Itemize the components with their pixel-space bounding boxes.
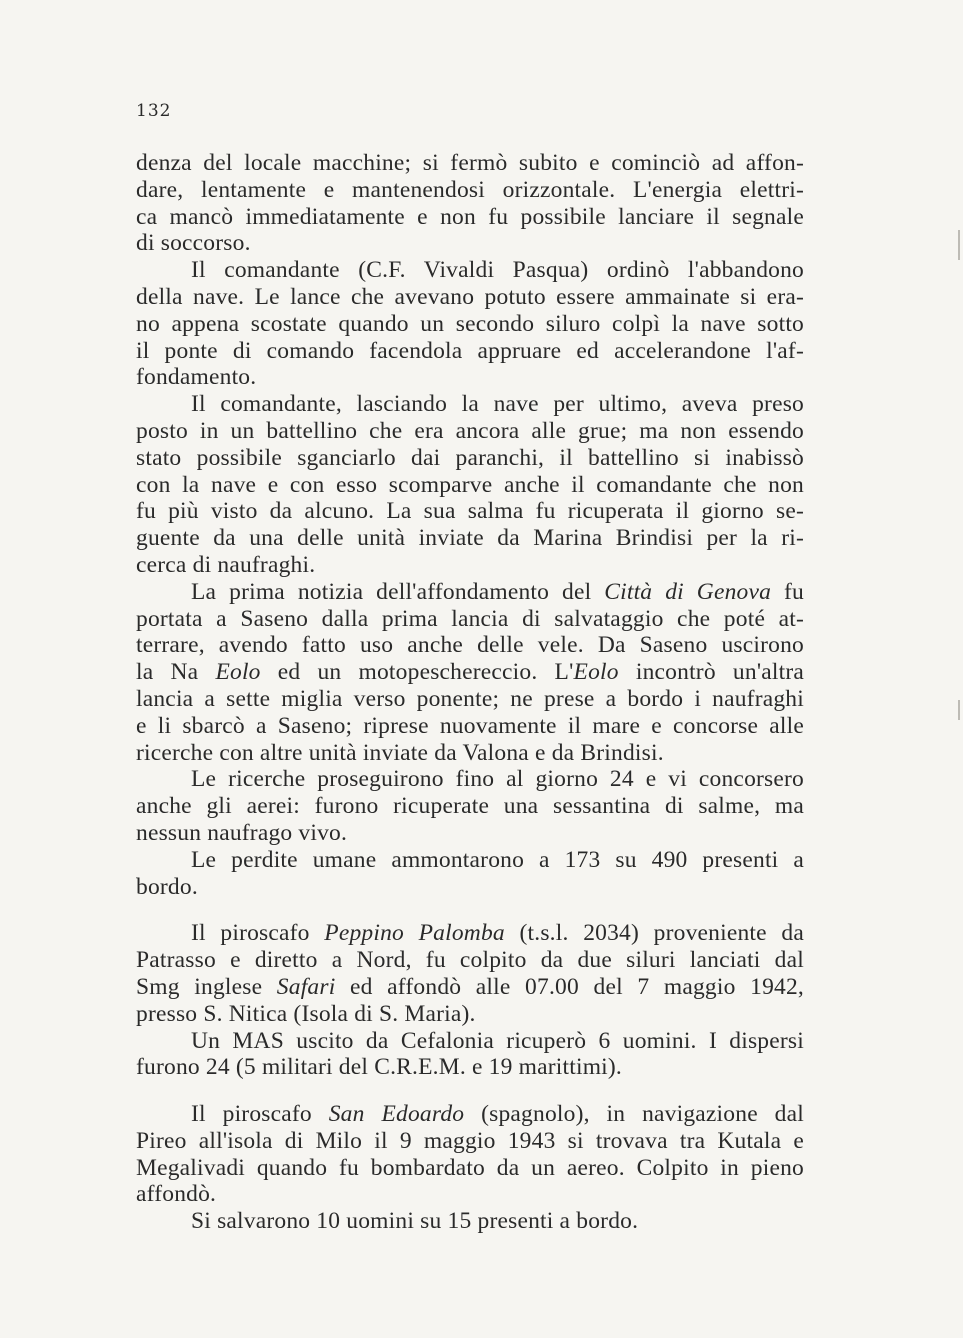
text-line: Il comandante (C.F. Vivaldi Pasqua) ordinò l'abbandono bbox=[191, 257, 804, 284]
text-line bbox=[136, 974, 804, 1001]
text-run: ed affondò alle 07.00 del 7 maggio 1942, bbox=[335, 973, 804, 1000]
scan-edge-mark bbox=[958, 230, 960, 260]
text-run: Il piroscafo bbox=[191, 1101, 329, 1128]
text-line bbox=[136, 579, 804, 606]
body-text bbox=[136, 150, 804, 1235]
text-run: (spagnolo), in navigazione dal bbox=[464, 1101, 804, 1128]
page-number: 132 bbox=[136, 101, 172, 121]
text-run: ed un motopeschereccio. L' bbox=[260, 659, 574, 686]
ship-name: Eolo bbox=[215, 659, 261, 686]
text-run: Il piroscafo bbox=[191, 920, 325, 947]
text-run: la Na bbox=[136, 659, 216, 686]
text-line: bordo. bbox=[136, 873, 198, 900]
ship-name: Città di Genova bbox=[604, 578, 772, 605]
text-line: ricerche con altre unità inviate da Valona e da Brindisi. bbox=[136, 739, 664, 766]
text-line: fu più visto da alcuno. La sua salma fu ricuperata il giorno se- bbox=[136, 498, 804, 525]
text-line: Le perdite umane ammontarono a 173 su 490 presenti a bbox=[191, 846, 804, 873]
text-line: di soccorso. bbox=[136, 230, 251, 257]
text-line: Megalivadi quando fu bombardato da un aereo. Colpito in pieno bbox=[136, 1154, 804, 1181]
text-line: terrare, avendo fatto uso anche delle vele. Da Saseno uscirono bbox=[136, 632, 804, 659]
text-line: Patrasso e diretto a Nord, fu colpito da due siluri lanciati dal bbox=[136, 947, 804, 974]
text-line: no appena scostate quando un secondo siluro colpì la nave sotto bbox=[136, 310, 804, 337]
text-run: (t.s.l. 2034) proveniente da bbox=[504, 920, 804, 947]
text-line: Il comandante, lasciando la nave per ultimo, aveva preso bbox=[191, 391, 804, 418]
section-gap bbox=[136, 1081, 804, 1101]
ship-name: Peppino Palomba bbox=[324, 920, 505, 947]
text-line: anche gli aerei: furono ricuperate una sessantina di salme, ma bbox=[136, 793, 804, 820]
text-line: con la nave e con esso scomparve anche il comandante che non bbox=[136, 471, 804, 498]
text-line: Le ricerche proseguirono fino al giorno 24 e vi concorsero bbox=[191, 766, 804, 793]
text-line: denza del locale macchine; si fermò subito e cominciò ad affon- bbox=[136, 150, 804, 176]
text-run: Smg inglese bbox=[136, 973, 277, 1000]
text-line: presso S. Nitica (Isola di S. Maria). bbox=[136, 1000, 476, 1027]
text-line: Si salvarono 10 uomini su 15 presenti a bordo. bbox=[191, 1208, 639, 1235]
text-line: affondò. bbox=[136, 1181, 217, 1208]
text-line: posto in un battellino che era ancora alle grue; ma non essendo bbox=[136, 417, 804, 444]
text-line: il ponte di comando facendola appruare ed accelerandone l'af- bbox=[136, 337, 804, 364]
text-line: guente da una delle unità inviate da Marina Brindisi per la ri- bbox=[136, 525, 804, 552]
text-line: ca mancò immediatamente e non fu possibile lanciare il segnale bbox=[136, 203, 804, 230]
text-line bbox=[136, 659, 804, 686]
text-line bbox=[136, 1101, 804, 1128]
text-line: Pireo all'isola di Milo il 9 maggio 1943 si trovava tra Kutala e bbox=[136, 1127, 804, 1154]
ship-name: Eolo bbox=[573, 659, 619, 686]
text-line: fondamento. bbox=[136, 364, 257, 391]
text-line: Un MAS uscito da Cefalonia ricuperò 6 uomini. I dispersi bbox=[191, 1027, 804, 1054]
text-run: La prima notizia dell'affondamento del bbox=[191, 578, 605, 605]
ship-name: Safari bbox=[276, 973, 336, 1000]
text-run: incontrò un'altra bbox=[618, 659, 804, 686]
text-run: fu bbox=[771, 578, 804, 605]
text-line: e li sbarcò a Saseno; riprese nuovamente il mare e concorse alle bbox=[136, 712, 804, 739]
ship-name: San Edoardo bbox=[328, 1101, 465, 1128]
text-line: furono 24 (5 militari del C.R.E.M. e 19 marittimi). bbox=[136, 1054, 623, 1081]
section-gap bbox=[136, 900, 804, 920]
text-line bbox=[136, 920, 804, 947]
text-line: nessun naufrago vivo. bbox=[136, 819, 348, 846]
text-line: stato possibile sganciarlo dai paranchi, il battellino si inabissò bbox=[136, 444, 804, 471]
text-line: cerca di naufraghi. bbox=[136, 551, 316, 578]
text-line: della nave. Le lance che avevano potuto essere ammainate si era- bbox=[136, 283, 804, 310]
text-line: lancia a sette miglia verso ponente; ne prese a bordo i naufraghi bbox=[136, 685, 804, 712]
text-line: dare, lentamente e mantenendosi orizzontale. L'energia elettri- bbox=[136, 176, 804, 203]
scan-edge-mark bbox=[958, 700, 960, 720]
text-line: portata a Saseno dalla prima lancia di salvataggio che poté at- bbox=[136, 605, 804, 632]
